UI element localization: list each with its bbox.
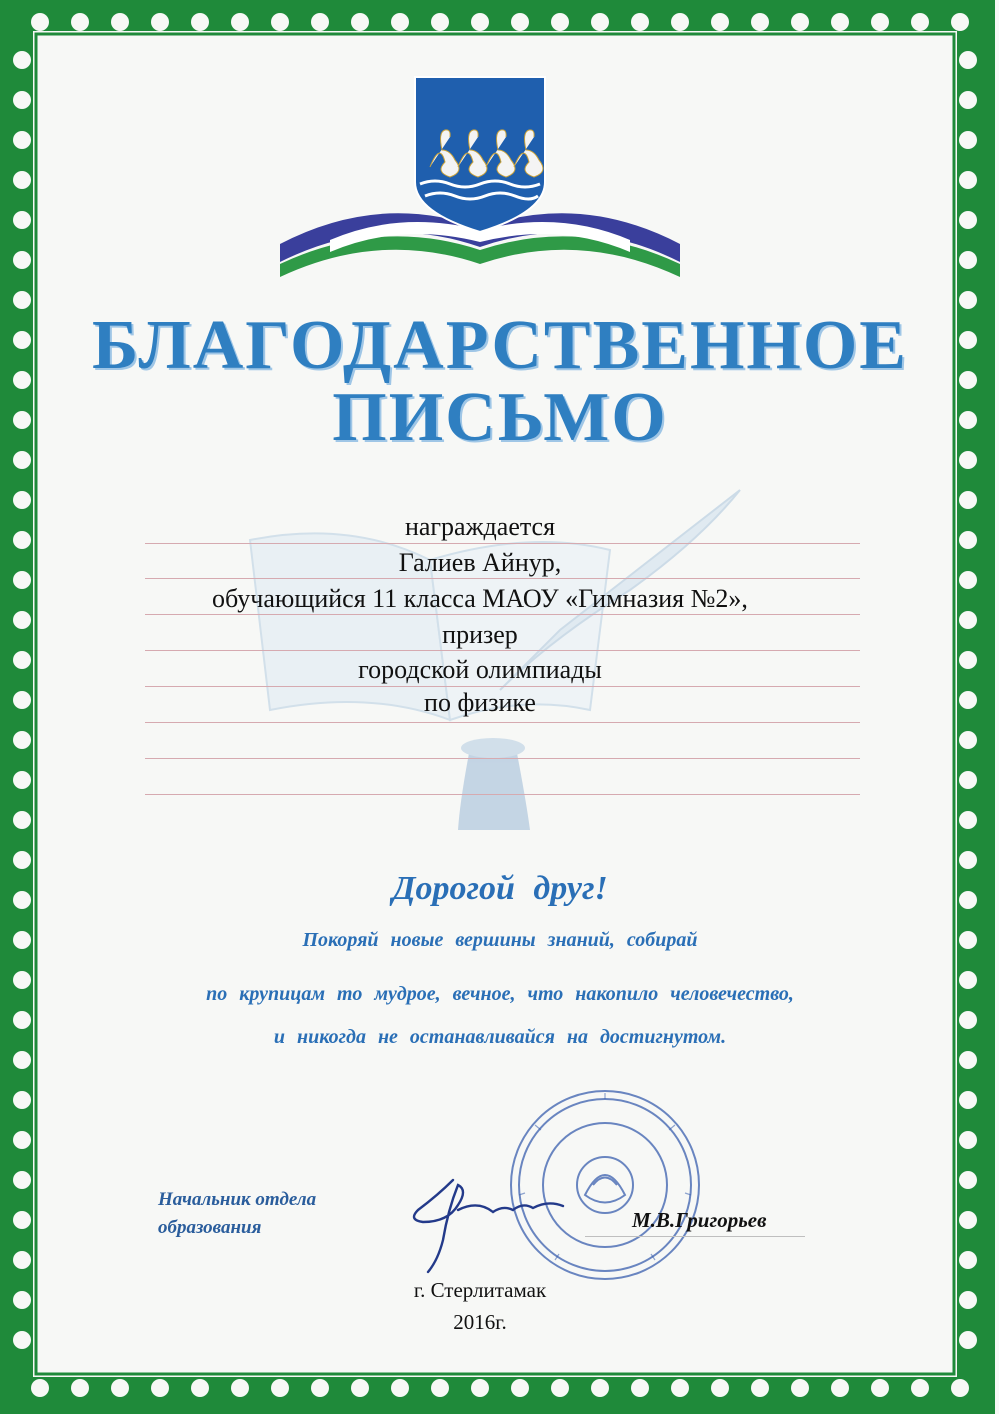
ruled-line: [145, 578, 860, 579]
position-label: [158, 1186, 398, 1242]
city-name: г. Стерлитамак: [413, 1278, 547, 1302]
wish-line-2: по крупицам то мудрое, вечное, что накопило человечество,: [206, 983, 794, 1005]
signature-line: [585, 1236, 805, 1237]
signer-name: М.В.Григорьев: [632, 1208, 767, 1232]
ruled-line: [145, 758, 860, 759]
award-line-school: обучающийся 11 класса МАОУ «Гимназия №2»,: [212, 584, 748, 613]
ruled-line: [145, 794, 860, 795]
certificate-title-line1: БЛАГОДАРСТВЕННОЕ: [92, 307, 908, 384]
position-line-2: образования: [158, 1217, 262, 1238]
city-emblem-icon: [270, 72, 690, 282]
ruled-line: [145, 722, 860, 723]
handwritten-signature-icon: [398, 1160, 568, 1280]
award-line-subject: по физике: [424, 688, 536, 717]
position-line-1: Начальник отдела: [158, 1189, 317, 1210]
ruled-line: [145, 686, 860, 687]
award-line-awarded: награждается: [404, 512, 556, 541]
certificate-title-line2: ПИСЬМО: [332, 379, 668, 456]
award-line-recipient: Галиев Айнур,: [398, 548, 562, 577]
award-line-event: городской олимпиады: [358, 655, 602, 684]
greeting-heading: Дорогой друг!: [392, 870, 608, 907]
wish-line-3: и никогда не останавливайся на достигнутом.: [273, 1026, 727, 1048]
award-line-rank: призер: [442, 620, 518, 649]
issue-year: 2016г.: [453, 1310, 507, 1334]
ruled-line: [145, 614, 860, 615]
ruled-line: [145, 543, 860, 544]
ruled-line: [145, 650, 860, 651]
wish-line-1: Покоряй новые вершины знаний, собирай: [302, 929, 698, 951]
